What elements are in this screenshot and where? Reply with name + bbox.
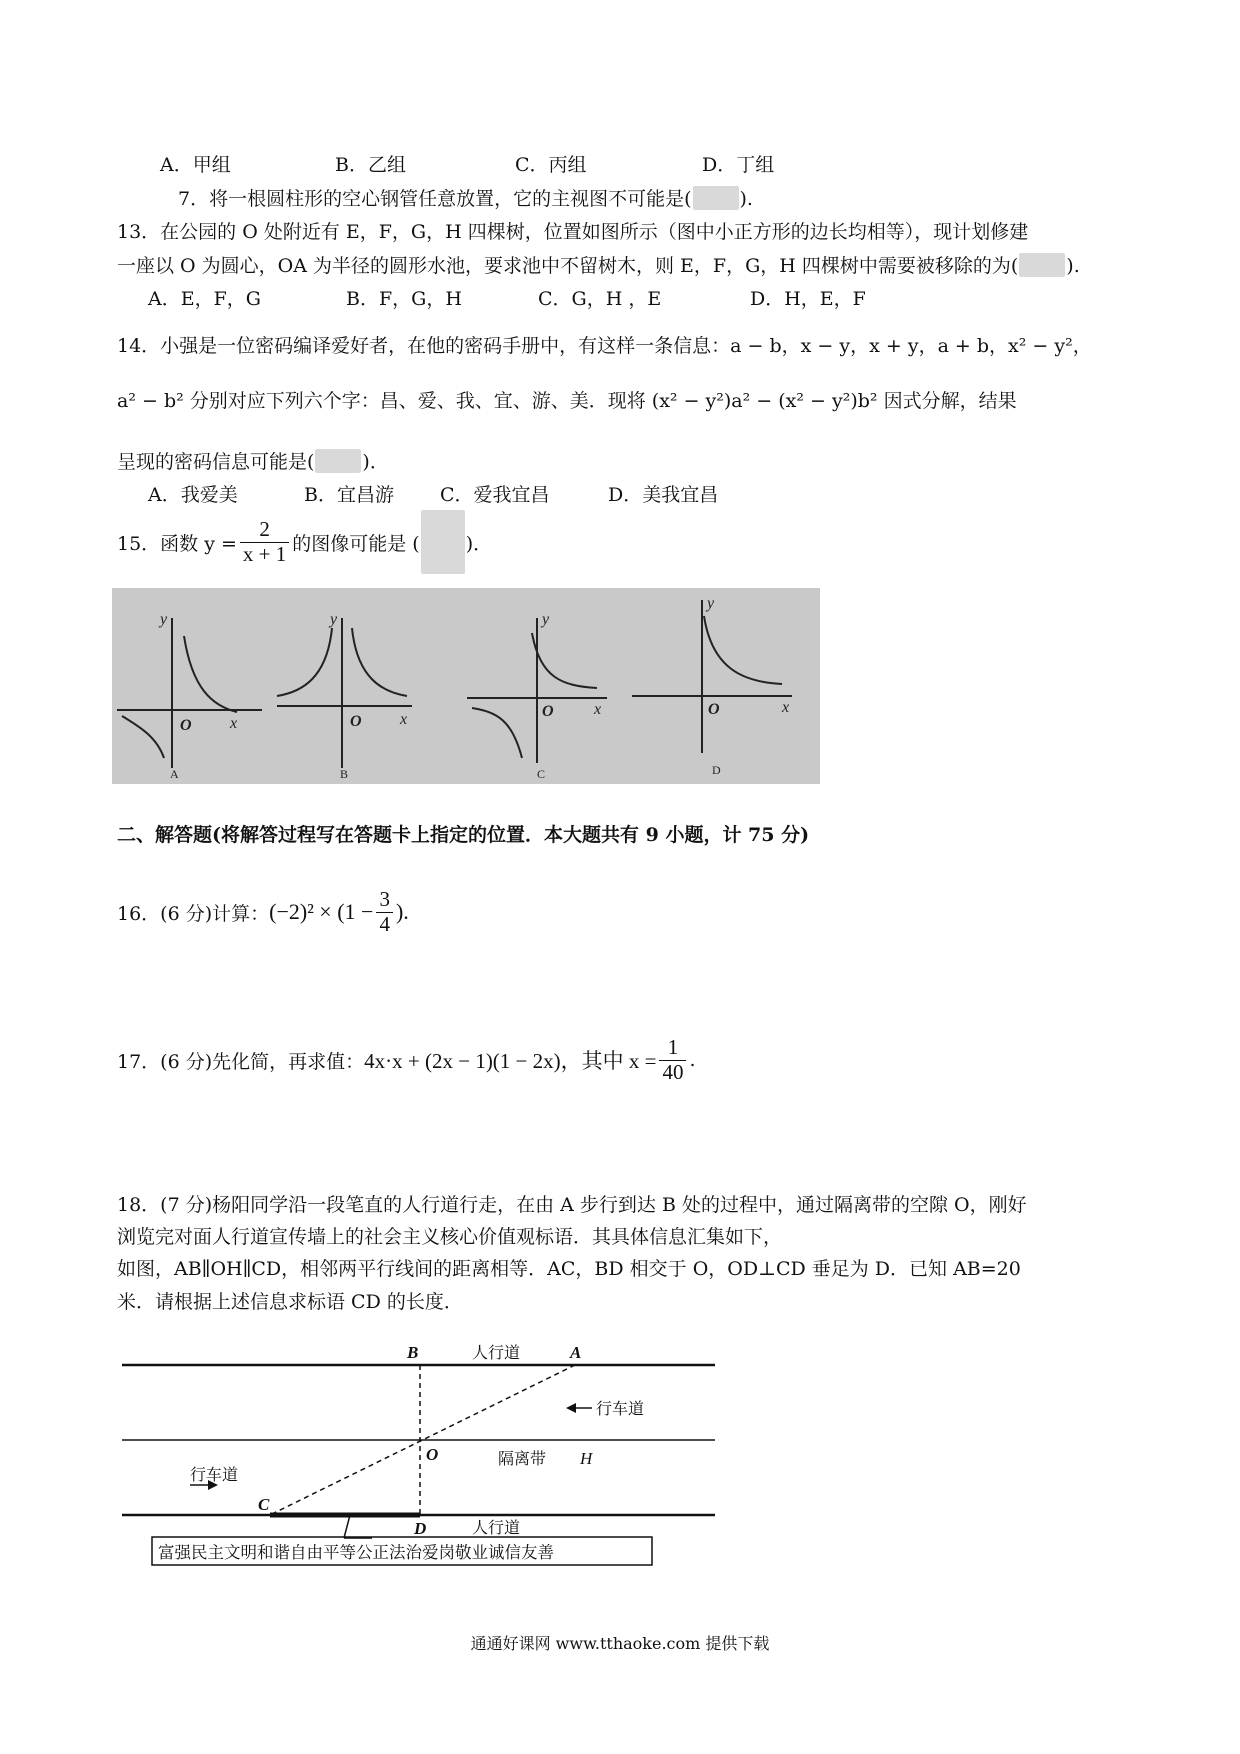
q16-fraction	[376, 888, 393, 935]
q17-fraction	[659, 1036, 686, 1083]
q14-line2: a² − b² 分别对应下列六个字：昌、爱、我、宜、游、美．现将 (x² − y²)a² − (x² − y²)b² 因式分解，结果	[117, 390, 1017, 412]
question-14-line3	[117, 447, 389, 474]
q13-option-a: A．E，F，G	[148, 288, 261, 310]
q15-graphs-photo	[112, 588, 820, 784]
graph-b-y-label: y	[330, 611, 338, 628]
answer-blank[interactable]	[421, 510, 465, 574]
pointer-line	[344, 1515, 350, 1538]
q13-option-b: B．F，G，H	[346, 288, 462, 310]
question-16	[117, 882, 409, 942]
label-d: D	[414, 1519, 427, 1538]
q17-numerator: 1	[659, 1036, 686, 1060]
graph-d-branch	[704, 616, 782, 684]
q13-close: ).	[1066, 255, 1080, 277]
graph-a-origin: O	[180, 717, 192, 734]
label-sidewalk-top: 人行道	[472, 1345, 521, 1362]
q15-close: )．	[465, 532, 493, 555]
question-17	[117, 1030, 696, 1090]
q15-fraction	[240, 518, 289, 565]
q14-line3-text: 呈现的密码信息可能是(	[117, 451, 315, 473]
label-a: A	[570, 1343, 582, 1362]
q15-graphs	[112, 588, 820, 784]
graph-c-branch-1	[532, 633, 597, 688]
q13-option-c: C．G，H ，E	[538, 288, 662, 310]
q17-end: .	[689, 1049, 696, 1071]
graph-a-branch-2	[122, 716, 164, 758]
q17-expr: 4x·x + (2x − 1)(1 − 2x)，其中 x =	[364, 1049, 657, 1073]
q12-option-b: B．乙组	[335, 154, 406, 176]
q16-expr-left: (−2)² × (1 −	[269, 899, 374, 924]
graph-c-origin: O	[542, 703, 554, 720]
q15-denominator: x + 1	[242, 541, 287, 566]
q16-prefix: 16．(6 分)计算：	[117, 902, 270, 925]
q15-suffix: 的图像可能是 (	[292, 532, 420, 555]
slogan-text: 富强民主文明和谐自由平等公正法治爱岗敬业诚信友善	[158, 1543, 554, 1562]
label-c: C	[258, 1495, 270, 1514]
q14-option-d: D．美我宜昌	[608, 484, 719, 506]
q13-line1: 13．在公园的 O 处附近有 E，F，G，H 四棵树，位置如图所示（图中小正方形的边长均相等），现计划修建	[117, 221, 1029, 243]
q16-denominator: 4	[379, 911, 390, 936]
q17-prefix: 17．(6 分)先化简，再求值：	[117, 1050, 365, 1073]
section-2-heading: 二、解答题(将解答过程写在答题卡上指定的位置．本大题共有 9 小题，计 75 分)	[117, 824, 810, 846]
arrow-left-head	[566, 1403, 576, 1413]
graph-b-origin: O	[350, 713, 362, 730]
graph-c-y-label: y	[542, 611, 550, 628]
q15-numerator: 2	[240, 518, 289, 542]
q12-option-c: C．丙组	[515, 154, 587, 176]
q12-option-a: A．甲组	[160, 154, 231, 176]
q16-numerator: 3	[376, 888, 393, 912]
q18-diagram	[110, 1330, 730, 1575]
question-7	[178, 184, 753, 211]
graph-c-branch-2	[472, 708, 522, 758]
q18-line3: 如图，AB∥OH∥CD，相邻两平行线间的距离相等．AC，BD 相交于 O，OD⊥CD 垂足为 D．已知 AB=20	[117, 1258, 1021, 1280]
label-o: O	[426, 1445, 439, 1464]
q16-expr-right: ).	[395, 899, 409, 924]
question-13-line2	[117, 251, 1080, 278]
footer-source: 通通好课网 www.tthaoke.com 提供下载	[470, 1634, 770, 1653]
label-lane-left: 行车道	[190, 1467, 239, 1484]
graph-b-label: B	[340, 767, 349, 781]
graph-d-label: D	[712, 763, 721, 777]
q7-close: ).	[739, 188, 753, 210]
label-b: B	[407, 1343, 419, 1362]
q13-option-d: D．H，E，F	[750, 288, 866, 310]
q13-line2-text: 一座以 O 为圆心，OA 为半径的圆形水池，要求池中不留树木，则 E，F，G，H 四棵树中需要被移除的为(	[117, 255, 1019, 277]
q14-option-b: B．宜昌游	[304, 484, 394, 506]
q12-option-d: D．丁组	[702, 154, 775, 176]
q15-prefix: 15．函数 y =	[117, 532, 237, 555]
answer-blank[interactable]	[693, 186, 739, 210]
graph-a-x-label: x	[230, 715, 238, 732]
graph-a-branch-1	[184, 636, 237, 712]
graph-b-branch-2	[277, 628, 332, 696]
q17-denominator: 40	[662, 1059, 684, 1084]
q14-line1: 14．小强是一位密码编译爱好者，在他的密码手册中，有这样一条信息：a − b，x − y，x + y，a + b，x² − y²，	[117, 335, 1092, 357]
label-lane-right: 行车道	[596, 1401, 645, 1418]
q14-option-a: A．我爱美	[148, 484, 238, 506]
graph-d-origin: O	[708, 701, 720, 718]
q7-text: 7．将一根圆柱形的空心钢管任意放置，它的主视图不可能是(	[178, 188, 692, 210]
q14-close: )．	[362, 451, 389, 473]
q18-line1: 18．(7 分)杨阳同学沿一段笔直的人行道行走，在由 A 步行到达 B 处的过程中，通过隔离带的空隙 O，刚好	[117, 1194, 1027, 1216]
graph-d-y-label: y	[707, 595, 715, 612]
label-sidewalk-bottom: 人行道	[472, 1520, 521, 1537]
answer-blank[interactable]	[315, 449, 361, 473]
q18-line4: 米．请根据上述信息求标语 CD 的长度．	[117, 1291, 463, 1313]
graph-c-label: C	[537, 767, 546, 781]
graph-b-branch-1	[352, 628, 407, 696]
q18-line2: 浏览完对面人行道宣传墙上的社会主义核心价值观标语．其具体信息汇集如下，	[117, 1226, 783, 1248]
graph-d-x-label: x	[782, 699, 790, 716]
graph-b-x-label: x	[400, 711, 408, 728]
graph-a-y-label: y	[160, 611, 168, 628]
graph-a-label: A	[170, 767, 179, 781]
answer-blank[interactable]	[1019, 253, 1065, 277]
q14-option-c: C．爱我宜昌	[440, 484, 550, 506]
question-15	[117, 510, 492, 574]
graph-c-x-label: x	[594, 701, 602, 718]
label-h: H	[580, 1449, 593, 1468]
label-median: 隔离带	[498, 1451, 547, 1468]
